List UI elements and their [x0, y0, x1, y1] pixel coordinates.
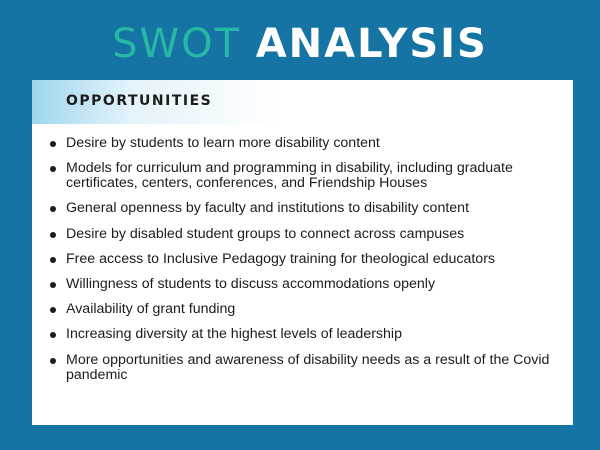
list-item: [48, 161, 563, 191]
list-item: [48, 136, 563, 151]
list-item-text: General openness by faculty and institutions to disability content: [66, 200, 470, 217]
bullet-icon: [50, 166, 56, 172]
list-item-text: Free access to Inclusive Pedagogy training for theological educators: [66, 250, 496, 267]
list-item: [48, 353, 563, 383]
list-item-text: Increasing diversity at the highest levels of leadership: [66, 326, 402, 343]
bullet-icon: [50, 232, 56, 238]
list-item: [48, 227, 563, 242]
bullet-icon: [50, 332, 56, 338]
opportunities-card: [32, 80, 573, 425]
list-item-text: Desire by students to learn more disability content: [66, 135, 380, 151]
bullet-icon: [50, 206, 56, 212]
opportunities-list: [48, 136, 563, 393]
list-item-text: Willingness of students to discuss accommodations openly: [66, 275, 436, 292]
title-swot: SWOT: [112, 21, 241, 67]
bullet-icon: [50, 282, 56, 288]
list-item: [48, 201, 563, 216]
bullet-icon: [50, 307, 56, 313]
title-analysis: ANALYSIS: [255, 21, 488, 67]
list-item-text: Models for curriculum and programming in disability, including graduate certificates, centers, conferences, and Friendship Houses: [66, 160, 513, 192]
list-item: [48, 252, 563, 267]
bullet-icon: [50, 358, 56, 364]
list-item-text: More opportunities and awareness of disability needs as a result of the Covid pandemic: [66, 351, 550, 383]
slide-title: [0, 18, 600, 70]
card-heading: OPPORTUNITIES: [66, 93, 213, 109]
list-item: [48, 302, 563, 317]
list-item: [48, 277, 563, 292]
list-item-text: Desire by disabled student groups to connect across campuses: [66, 225, 465, 242]
list-item: [48, 327, 563, 342]
bullet-icon: [50, 141, 56, 147]
bullet-icon: [50, 257, 56, 263]
list-item-text: Availability of grant funding: [66, 301, 236, 318]
